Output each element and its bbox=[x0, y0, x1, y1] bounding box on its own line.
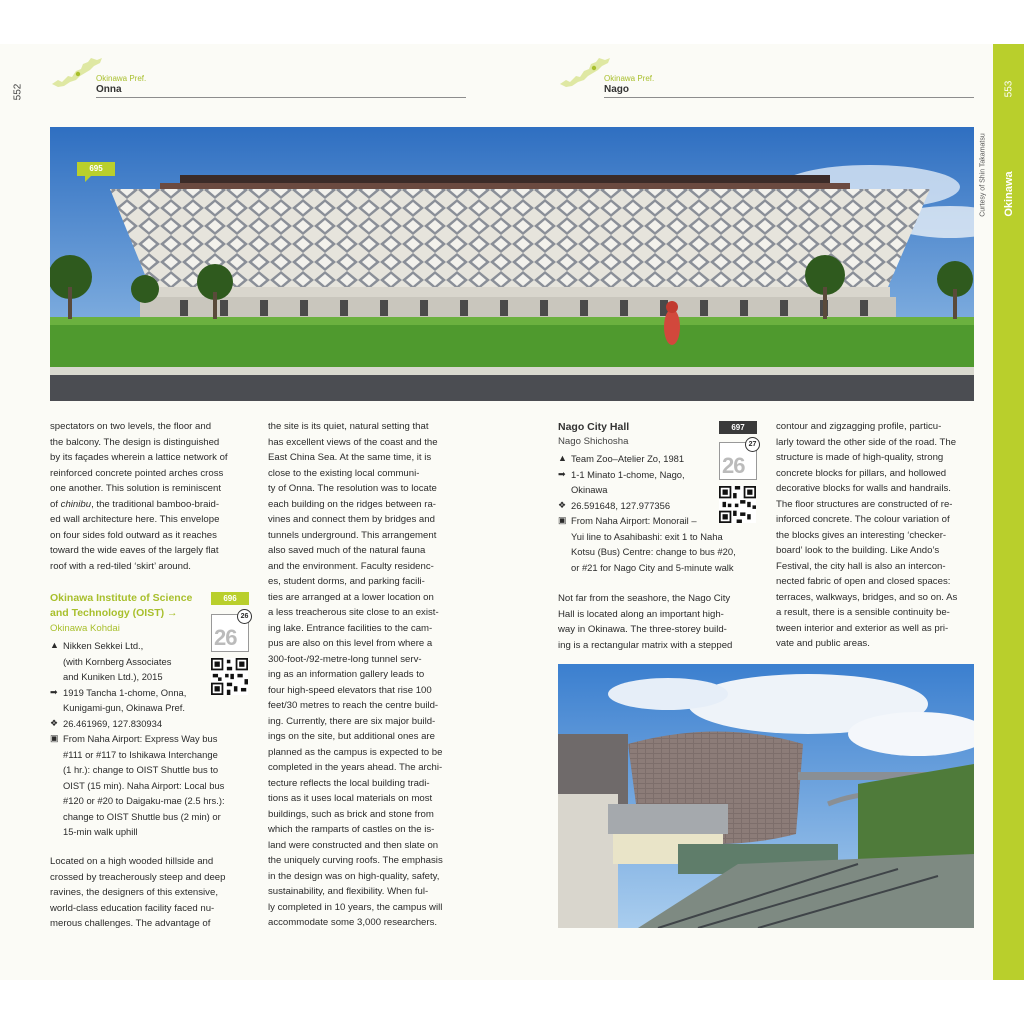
page-number-left: 552 bbox=[12, 83, 24, 101]
text-line: roof with a red-tiled ‘skirt’ around. bbox=[50, 560, 191, 572]
text-line: toward the wide eaves of the largely flat bbox=[50, 545, 219, 556]
info-line: 1-1 Minato 1-chome, Nago, bbox=[571, 468, 685, 480]
address-row bbox=[50, 685, 250, 716]
info-line: From Naha Airport: Express Way bus bbox=[63, 733, 218, 744]
text-line: The floor structures are constructed of re- bbox=[776, 498, 953, 510]
address-arrow-icon: ➡ bbox=[558, 468, 566, 479]
header-town: Nago bbox=[604, 84, 629, 95]
text-line: each building on the ridges between ra- bbox=[268, 498, 437, 510]
text-line: tecture reflects the local building tradi- bbox=[268, 777, 430, 789]
info-line: Yui line to Asahibashi: exit 1 to Naha bbox=[571, 530, 723, 542]
architect-icon: ▲ bbox=[558, 453, 567, 463]
text-line: ings on the site, but additional ones are bbox=[268, 731, 435, 742]
photo-credit: Curtesy of Shin Takamatsu bbox=[979, 133, 987, 217]
info-line: Okinawa bbox=[571, 484, 608, 495]
text-line: tween interior and exterior as well as pri- bbox=[776, 622, 949, 634]
entry-title-line: and Technology (OIST) → bbox=[50, 607, 178, 619]
address-arrow-icon: ➡ bbox=[50, 686, 58, 697]
nago-building-illustration bbox=[558, 664, 974, 928]
text-line: ly completed in 10 years, the campus will bbox=[268, 901, 443, 913]
info-line: and Kuniken Ltd.), 2015 bbox=[63, 671, 163, 682]
transit-row bbox=[558, 513, 758, 575]
info-line: Nikken Sekkei Ltd., bbox=[63, 640, 144, 651]
text-line: larly toward the other side of the road. The bbox=[776, 436, 957, 448]
text-line: ing lake. Entrance facilities to the cam- bbox=[268, 622, 433, 634]
text-line: ravines, the designers of this extensive, bbox=[50, 887, 218, 898]
col1-intro bbox=[50, 419, 249, 574]
text-line: planned as the campus is expected to be bbox=[268, 746, 443, 758]
text-line: has excellent views of the coast and the bbox=[268, 436, 438, 448]
map-pin-number: 27 bbox=[745, 437, 760, 452]
text-line: vate and public areas. bbox=[776, 638, 870, 649]
text-line: world-class education facility faced nu- bbox=[50, 902, 215, 914]
text-line: ed wall architecture here. This envelope bbox=[50, 514, 220, 525]
section-tab bbox=[993, 44, 1024, 980]
info-line: #120 or #20 to Daigaku-mae (2.5 hrs.): bbox=[63, 795, 225, 806]
text-line: terraces, walkways, bridges, and so on. As bbox=[776, 591, 958, 603]
text-line: vines and connect them by bridges and bbox=[268, 514, 435, 525]
page-number-right: 553 bbox=[1003, 80, 1014, 98]
text-line: completed in the years ahead. The archi- bbox=[268, 762, 443, 773]
text-line: ing. Currently, there are six major build- bbox=[268, 715, 436, 727]
nago-city-hall-photo bbox=[558, 664, 974, 928]
text-line: tunnels underground. This arrangement bbox=[268, 529, 437, 541]
text-line: land were constructed and then slate on bbox=[268, 839, 439, 851]
entry-696-info bbox=[50, 638, 250, 840]
header-prefecture: Okinawa Pref. bbox=[604, 74, 655, 83]
transit-row bbox=[50, 731, 250, 840]
info-line: or #21 for Nago City and 5-minute walk bbox=[571, 561, 734, 573]
text-line: buildings, such as brick and stone from bbox=[268, 808, 434, 820]
entry-697-number-badge: 697 bbox=[719, 421, 757, 434]
text-line: and the environment. Faculty residenc- bbox=[268, 560, 434, 572]
info-line: Team Zoo–Atelier Zo, 1981 bbox=[571, 453, 685, 464]
text-line: the site is its quiet, natural setting that bbox=[268, 421, 429, 432]
info-line: 1919 Tancha 1-chome, Onna, bbox=[63, 686, 187, 698]
text-line: decorative blocks for walls and handrails. bbox=[776, 483, 951, 494]
bus-icon: ▣ bbox=[50, 733, 59, 743]
text-line: a less treacherous site close to an exist- bbox=[268, 607, 439, 618]
oist-building-illustration bbox=[50, 127, 974, 401]
text-line: a result, there is a sensible continuity be- bbox=[776, 607, 950, 618]
header-rule bbox=[96, 97, 466, 98]
photo-number-badge: 695 bbox=[77, 162, 115, 176]
text-line: nected fabric of open and closed spaces: bbox=[776, 576, 951, 587]
italic-term: chinibu bbox=[60, 498, 92, 510]
map-pin-number: 26 bbox=[237, 609, 252, 624]
text-line: ing is a rectangular matrix with a stepped bbox=[558, 639, 733, 651]
header-rule bbox=[604, 97, 974, 98]
text-line: board’ look to the building. Like Ando’s bbox=[776, 545, 940, 556]
info-line: (with Kornberg Associates bbox=[63, 655, 172, 667]
text-line: one another. This solution is reminiscent bbox=[50, 483, 222, 494]
text-line: es, student dorms, and parking facili- bbox=[268, 576, 425, 587]
text-line: pus are also on this level from where a bbox=[268, 638, 433, 649]
text-line: Hall is located along an important high- bbox=[558, 608, 724, 620]
col2-body bbox=[268, 419, 467, 931]
entry-696-number-badge: 696 bbox=[211, 592, 249, 605]
map-page-number: 26 bbox=[722, 453, 745, 478]
text-line: the blocks gives an interesting ‘checker- bbox=[776, 529, 947, 541]
map-page-number: 26 bbox=[214, 625, 237, 650]
text-line: on four sides fold outward as it reaches bbox=[50, 529, 217, 541]
entry-696-subtitle: Okinawa Kohdai bbox=[50, 623, 120, 634]
header-prefecture: Okinawa Pref. bbox=[96, 74, 147, 83]
gps-icon: ❖ bbox=[558, 499, 567, 510]
text-line: ties are arranged at a lower location on bbox=[268, 591, 434, 603]
text-line: of chinibu, the traditional bamboo-braid- bbox=[50, 498, 220, 510]
text-line: merous challenges. The advantage of bbox=[50, 918, 211, 929]
text-line: also saved much of the natural fauna bbox=[268, 545, 426, 556]
col3-body bbox=[558, 591, 757, 653]
section-tab-label: Okinawa bbox=[1002, 171, 1015, 217]
text-line: contour and zigzagging profile, particu- bbox=[776, 421, 942, 432]
col1-body bbox=[50, 854, 249, 932]
architect-row bbox=[50, 638, 250, 685]
info-line[interactable]: 26.461969, 127.830934 bbox=[63, 717, 163, 729]
info-line: change to OIST Shuttle bus (2 min) or bbox=[63, 810, 221, 822]
text-line: ing as an information gallery leads to bbox=[268, 669, 425, 680]
text-line: feet/30 metres to reach the centre build- bbox=[268, 700, 439, 711]
gps-row bbox=[558, 498, 758, 514]
info-line[interactable]: 26.591648, 127.977356 bbox=[571, 499, 671, 511]
text-line: Not far from the seashore, the Nago City bbox=[558, 593, 731, 604]
info-line: 15-min walk uphill bbox=[63, 826, 138, 837]
text-line: tions as it uses local materials on most bbox=[268, 793, 433, 804]
address-row bbox=[558, 467, 758, 498]
entry-696-title[interactable] bbox=[50, 591, 192, 621]
oist-photo bbox=[50, 127, 974, 401]
header-right bbox=[558, 56, 974, 96]
text-line: in the design was on high-quality, safety, bbox=[268, 870, 440, 882]
info-line: OIST (15 min). Naha Airport: Local bus bbox=[63, 779, 225, 791]
text-line: four high-speed elevators that rise 100 bbox=[268, 684, 432, 696]
text-line: ty of Onna. The resolution was to locate bbox=[268, 483, 437, 494]
text-line: reinforced concrete pointed arches cross bbox=[50, 467, 224, 479]
bus-icon: ▣ bbox=[558, 515, 567, 525]
text-line: the balcony. The design is distinguished bbox=[50, 436, 220, 448]
architect-icon: ▲ bbox=[50, 640, 59, 650]
architect-row bbox=[558, 451, 758, 467]
entry-697-info bbox=[558, 451, 758, 575]
gps-row bbox=[50, 716, 250, 732]
text-line: concrete blocks for pillars, and hollowed bbox=[776, 467, 947, 479]
text-line: inforced concrete. The colour variation of bbox=[776, 514, 950, 525]
text-line: East China Sea. At the same time, it is bbox=[268, 452, 432, 463]
text-line: structure is made of high-quality, strong bbox=[776, 452, 944, 463]
info-line: From Naha Airport: Monorail – bbox=[571, 515, 697, 526]
entry-697-title[interactable]: Nago City Hall bbox=[558, 421, 630, 433]
text-line: accommodate some 3,000 researchers. bbox=[268, 917, 438, 928]
info-line: (1 hr.): change to OIST Shuttle bus to bbox=[63, 764, 219, 775]
text-line: the uniquely curving roofs. The emphasis bbox=[268, 855, 443, 866]
info-line: Kotsu (Bus) Centre: change to bus #20, bbox=[571, 546, 736, 557]
col4-body bbox=[776, 419, 974, 652]
entry-title-line: Okinawa Institute of Science bbox=[50, 592, 193, 604]
text-line: by its façades wherein a lattice network of bbox=[50, 452, 228, 463]
text-line: spectators on two levels, the floor and bbox=[50, 421, 212, 432]
header-left bbox=[50, 56, 466, 96]
text-line: way in Okinawa. The three-storey build- bbox=[558, 624, 727, 635]
text-line: which the ramparts of castles on the is- bbox=[268, 824, 435, 835]
entry-697-subtitle: Nago Shichosha bbox=[558, 436, 629, 447]
info-line: #111 or #117 to Ishikawa Interchange bbox=[63, 748, 218, 760]
text-line: sustainability, and flexibility. When ful- bbox=[268, 886, 429, 897]
text-line: Located on a high wooded hillside and bbox=[50, 856, 214, 867]
header-town: Onna bbox=[96, 84, 122, 95]
gps-icon: ❖ bbox=[50, 717, 59, 728]
text-line: crossed by treacherously steep and deep bbox=[50, 871, 226, 883]
info-line: Kunigami-gun, Okinawa Pref. bbox=[63, 702, 185, 713]
text-line: close to the existing local communi- bbox=[268, 467, 420, 479]
text-line: 300-foot-/92-metre-long tunnel serv- bbox=[268, 653, 422, 665]
text-line: Festival, the city hall is also an intercon- bbox=[776, 560, 946, 572]
